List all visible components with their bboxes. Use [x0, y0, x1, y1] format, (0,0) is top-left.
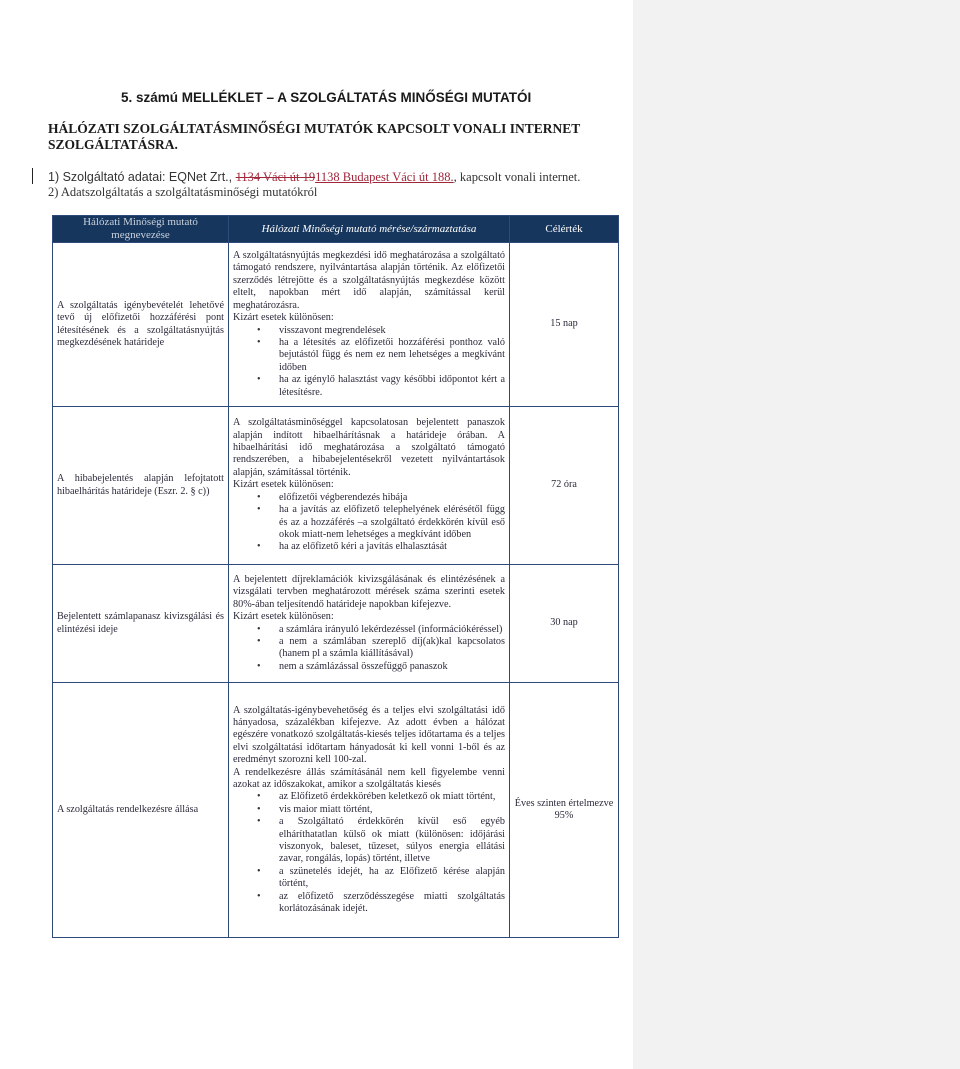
- table-row: [53, 243, 619, 407]
- method-paragraph: Kizárt esetek különösen:: [233, 312, 334, 324]
- target-value-cell: 15 nap: [510, 243, 619, 407]
- list-item: • ha a létesítés az előfizetői hozzáférési ponthoz való bejutástól függ és nem ez nem lehetséges a megkívánt időben: [233, 337, 505, 374]
- method-paragraph: Kizárt esetek különösen:: [233, 611, 334, 623]
- method-paragraph: A szolgáltatásminőséggel kapcsolatosan bejelentett panaszok alapján indított hibaelhárításnak a határideje órában. A hibaelhárítási idő meghatározása a szolgáltató támogató rendszerében, a hibabejelentésekről vezetett nyilvántartások alapján, számítással történik.: [233, 417, 505, 478]
- method-paragraph: A szolgáltatásnyújtás megkezdési idő meghatározása a szolgáltató támogató rendszere, nyilvántartása alapján történik. Az előfizetői szerződés létrejötte és a szolgáltatásnyújtás megkezdése között eltelt, napokban mért idő alapján, számítással kerül meghatározásra.: [233, 250, 505, 311]
- comment-margin-pane: [633, 0, 960, 1069]
- excluded-cases-list: [233, 791, 505, 915]
- list-item: • ha a javítás az előfizető telephelyének elérésétől függ és az a hozzáférés –a szolgáltató érdekkörén kívül eső okok miatt-nem lehetséges a megkívánt időben: [233, 504, 505, 541]
- excluded-cases-list: [233, 492, 505, 554]
- list-item: • visszavont megrendelések: [233, 325, 505, 337]
- provider-data-line: [48, 170, 580, 185]
- list-item: • a Szolgáltató érdekkörén kívül eső egyéb elháríthatatlan külső ok miatt (különösen: időjárási viszonyok, baleset, tűzeset, súlyos energia ellátási zavar, rongálás, lopás) történt, illetve: [233, 816, 505, 866]
- measurement-method-cell: [229, 683, 510, 938]
- list-item: • az előfizető szerződésszegése miatti szolgáltatás korlátozásának idejét.: [233, 891, 505, 916]
- method-paragraph: Kizárt esetek különösen:: [233, 479, 334, 491]
- excluded-cases-list: [233, 624, 505, 674]
- annex-subtitle: HÁLÓZATI SZOLGÁLTATÁSMINŐSÉGI MUTATÓK KAPCSOLT VONALI INTERNET SZOLGÁLTATÁSRA.: [48, 121, 580, 152]
- method-paragraph: A szolgáltatás-igénybevehetőség és a teljes elvi szolgáltatási idő hányadosa, százalékban kifejezve. Az adott évben a hálózat egészére vonatkozó szolgáltatás-kiesés teljes időtartama és a teljes elvi szolgáltatási időtartam hányadosát ki kell vonni 1-ből és az eredményt szorozni kell 100-zal.: [233, 704, 505, 766]
- measurement-method-cell: [229, 407, 510, 565]
- revision-change-bar: [32, 168, 33, 184]
- deleted-address-text: 1134 Váci út 19: [235, 170, 316, 184]
- header-indicator-name: Hálózati Minőségi mutató megnevezése: [53, 216, 229, 243]
- data-section-heading: 2) Adatszolgáltatás a szolgáltatásminőségi mutatókról: [48, 185, 318, 199]
- method-paragraph: A rendelkezésre állás számításánál nem kell figyelembe venni azokat az időszakokat, amikor a szolgáltatás kiesés: [233, 766, 505, 790]
- target-value-cell: 72 óra: [510, 407, 619, 565]
- provider-suffix: , kapcsolt vonali internet.: [453, 170, 581, 184]
- list-item: • a szünetelés idejét, ha az Előfizető kérése alapján történt,: [233, 866, 505, 891]
- indicator-name-cell: A szolgáltatás igénybevételét lehetővé tevő új előfizetői hozzáférési pont létesítésének és a szolgáltatásnyújtás megkezdésének határideje: [53, 243, 229, 407]
- list-item: • ha az igénylő halasztást vagy későbbi időpontot kért a létesítésre.: [233, 374, 505, 399]
- excluded-cases-list: [233, 325, 505, 399]
- indicator-name-cell: Bejelentett számlapanasz kivizsgálási és elintézési ideje: [53, 565, 229, 683]
- provider-prefix: 1) Szolgáltató adatai: EQNet Zrt.,: [48, 170, 236, 184]
- list-item: • vis maior miatt történt,: [233, 804, 505, 816]
- table-row: [53, 407, 619, 565]
- annex-title: 5. számú MELLÉKLET – A SZOLGÁLTATÁS MINŐSÉGI MUTATÓI: [121, 90, 532, 105]
- list-item: • ha az előfizető kéri a javítás elhalasztását: [233, 541, 505, 553]
- header-target-value: Célérték: [510, 216, 619, 243]
- list-item: • előfizetői végberendezés hibája: [233, 492, 505, 504]
- method-paragraph: A bejelentett díjreklamációk kivizsgálásának és elintézésének a vizsgálati tervben meghatározott mérések száma szerinti esetek 80%-ában teljesítendő határideje napokban kifejezve.: [233, 573, 505, 610]
- quality-indicators-table: [52, 215, 619, 938]
- header-measurement-method: Hálózati Minőségi mutató mérése/származtatása: [229, 216, 510, 243]
- measurement-method-cell: [229, 243, 510, 407]
- table-row: [53, 565, 619, 683]
- list-item: • a számlára irányuló lekérdezéssel (információkéréssel): [233, 624, 505, 636]
- list-item: • az Előfizető érdekkörében keletkező ok miatt történt,: [233, 791, 505, 803]
- indicator-name-cell: A hibabejelentés alapján lefojtatott hibaelhárítás határideje (Eszr. 2. § c)): [53, 407, 229, 565]
- list-item: • a nem a számlában szereplő díj(ak)kal kapcsolatos (hanem pl a számla kiállításával): [233, 636, 505, 661]
- table-row: [53, 683, 619, 938]
- indicator-name-cell: A szolgáltatás rendelkezésre állása: [53, 683, 229, 938]
- target-value-cell: Éves szinten értelmezve 95%: [510, 683, 619, 938]
- measurement-method-cell: [229, 565, 510, 683]
- inserted-address-text: 1138 Budapest Váci út 188.: [315, 170, 454, 184]
- target-value-cell: 30 nap: [510, 565, 619, 683]
- list-item: • nem a számlázással összefüggő panaszok: [233, 661, 505, 673]
